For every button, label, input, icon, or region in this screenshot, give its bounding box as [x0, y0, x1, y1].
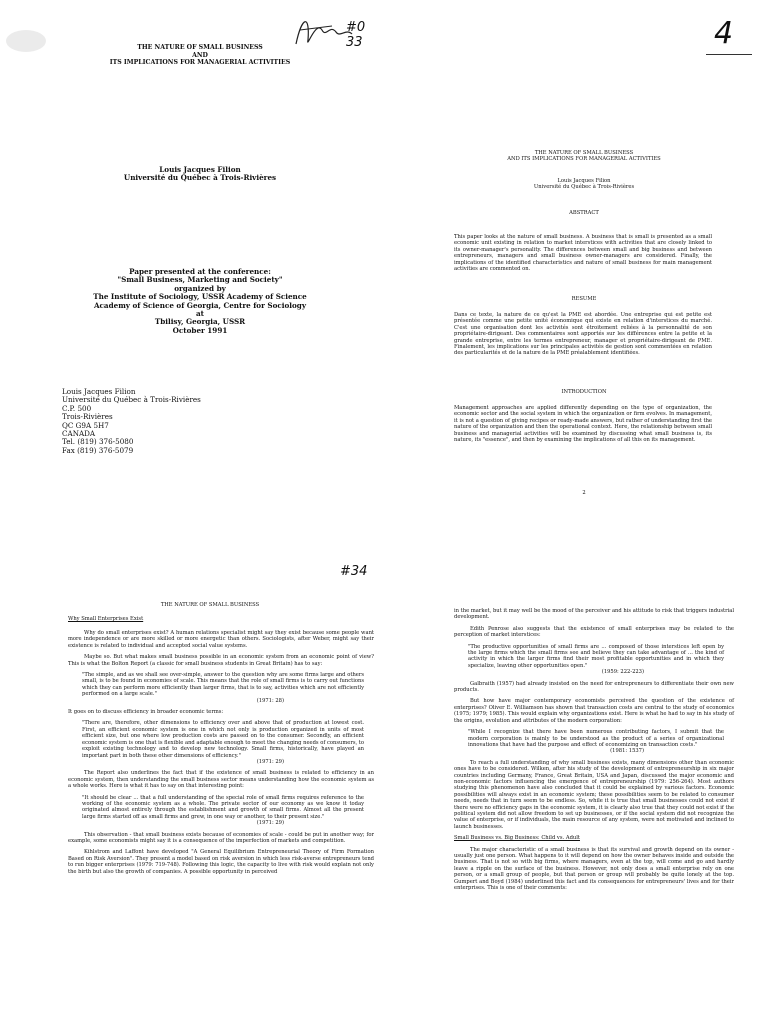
resume-heading: RESUME — [571, 296, 597, 302]
body-page-left — [0, 548, 384, 1024]
affiliation: Université du Québec à Trois-Rivières — [123, 173, 277, 183]
introduction-heading: INTRODUCTION — [561, 389, 607, 395]
resume-text: Dans ce texte, la nature de ce qu'est la PME est abordée. Une entreprise qui est petite est présentée comme une petite unité économique qui existe en relation d'interstices du marché. C'est une organisation dont les activités sont étroitement reliées à la personnalité de son propriétaire-dirigeant. Des commentaires sont apportés sur les différences entre la petite et la grande entreprise, entre les termes entrepreneur, manager et propriétaire-dirigeant de PME. Finalement, les implications sur les principales activités de gestion sont commentées en relation des particularités et de la nature de la PME préalablement identifiées. — [454, 312, 712, 357]
title-page — [0, 0, 384, 545]
author-name: Louis Jacques Filion — [159, 165, 241, 174]
paragraph: Maybe so. But what makes small business possible in an economic system from an economic point of view? This is what the Bolton Report (a classic for small business students in Great Britain) has to say: — [68, 654, 374, 667]
page-corner-number: 4 — [714, 16, 734, 51]
block-quote: "It should be clear ... that a full understanding of the special role of small firms requires reference to the working of the economic system as a whole. The private sector of our economy as we know it today originated almost entirely through the establishment and growth of small firms. Almost all the present large firms started off as small firms and grew, in one way or another, to their present size." — [82, 794, 364, 820]
paragraph: Edith Penrose also suggests that the existence of small enterprises may be related to the perception of market interstices: — [454, 625, 734, 639]
paragraph: This observation - that small business exists because of economies of scale - could be put in another way; for example, some economists might say it is a consequence of the imperfection of markets and competition. — [68, 831, 374, 844]
contact-address: Louis Jacques Filion Université du Québec à Trois-Rivières C.P. 500 Trois-Rivières QC G9A 5H7 CANADA Tel. (819) 376-5080 Fax (819) 376-5079 — [62, 387, 201, 455]
body-column — [68, 630, 374, 875]
abstract-heading: ABSTRACT — [569, 210, 599, 216]
paragraph: Why do small enterprises exist? A human relations specialist might say they exist because some people want more independence or are more skilled or more energetic than others. Sociologists, after Weber, might say their existence is related to individual and accepted social value systems. — [68, 630, 374, 649]
block-quote: "The productive opportunities of small firms are ... composed of those interstices left open by the large firms which the small firms see and believe they can take advantage of ... the kind of activity in which the larger firms find their most profitable opportunities and in which they specialize, leaving other opportunities open." — [468, 643, 724, 669]
handwritten-annotation: #34 — [340, 564, 368, 579]
paper-title: THE NATURE OF SMALL BUSINESS AND ITS IMPLICATIONS FOR MANAGERIAL ACTIVITIES — [109, 44, 291, 67]
handwritten-annotation: #0 33 — [346, 20, 366, 50]
paragraph: in the market, but it may well be the mood of the perceiver and his attitude to risk that triggers industrial development. — [454, 608, 734, 621]
section-heading: Why Small Enterprises Exist — [68, 616, 144, 622]
block-quote: "There are, therefore, other dimensions to efficiency over and above that of production at lowest cost. First, an efficient economic system is one in which not only is production organized in units of most efficient size, but one where low production costs are passed on to the consumer. Secondly, an efficient economic system is one that is flexible and adaptable enough to meet the changing needs of consumers, to exploit existing technology and to develop new technology. Small firms, historically, have played an important part in both these other dimensions of efficiency." — [82, 720, 364, 759]
scan-smudge — [6, 30, 46, 52]
block-quote: "The simple, and as we shall see over-simple, answer to the question why are some firms large and others small, is to be found in economies of scale. This means that the role of small firms is to carry out functions which they can perform more efficiently than larger firms, that is to say, activities which are not efficiently performed on a large scale." — [82, 672, 364, 698]
citation: (1971: 29) — [256, 820, 284, 827]
corner-underline — [706, 54, 752, 55]
introduction-text: Management approaches are applied differently depending on the type of organization, the economic sector and the social system in which the organization or firm evolves. In management, it is not a question of giving recipes or ready-made answers, but rather of understanding first the nature of the organization and then the operational context. Here, the relationship between small business and managerial activities will be examined by discussing what small business is, its nature, its "essence", and then by examining the implications of all this on its management. — [454, 405, 712, 444]
section-title: THE NATURE OF SMALL BUSINESS — [160, 602, 260, 608]
section-heading: Small Business vs. Big Business: Child vs. Adult — [454, 835, 580, 842]
paragraph: The Report also underlines the fact that if the existence of small business is related to efficiency in an economic system, then understanding the small business sector means understanding how the economic system as a whole works. Here is what it has to say on that interesting point: — [68, 770, 374, 790]
page-number: 2 — [582, 490, 586, 496]
citation: (1971: 28) — [256, 697, 284, 704]
abstract-page — [384, 0, 768, 545]
paragraph: To reach a full understanding of why small business exists, many dimensions other than economic ones have to be considered. Wilken, after his study of the development of entrepreneurship in six major countries including Germany, France, Great Britain, USA and Japan, discussed the major economic and non-economic factors influencing the emergence of entrepreneurship (1979: 256-264). Most authors studying this phenomenon have also concluded that it could be explained by various factors. Economic possibilities will always exist in an economic system; these possibilities seem to be related to consumer needs, needs that in turn seem to be endless. So, while it is true that small businesses could not exist if there were no efficiency gaps in the economic system, it is clearly also true that they could not exist if the political system did not allow freedom to set up businesses, or if the social system did not recognize the value of enterprise, or if individuals, the main resource of any system, were not motivated and inclined to launch businesses. — [454, 759, 734, 830]
citation: (1971: 29) — [256, 758, 284, 765]
conference-block: Paper presented at the conference: "Small Business, Marketing and Society" organized by The Institute of Sociology, USSR Academy of Science Academy of Science of Georgia, Centre for Sociology at Tbilisy, Georgia, USSR October 1991 — [93, 267, 307, 335]
abstract-title: THE NATURE OF SMALL BUSINESS AND ITS IMPLICATIONS FOR MANAGERIAL ACTIVITIES — [507, 150, 661, 163]
paragraph: Kihlstrom and Laffont have developed "A General Equilibrium Entrepreneurial Theory of Firm Formation Based on Risk Aversion". They present a model based on risk aversion in which less risk-averse entrepreneurs tend to run bigger enterprises (1979: 719-748). Following this logic, the capacity to live with risk would explain not only the birth but also the growth of companies. A possible opportunity in perceived — [68, 849, 374, 875]
body-column — [454, 608, 734, 891]
paragraph: The major characteristic of a small business is that its survival and growth depend on its owner - usually just one person. What happens to it will depend on how the owner behaves inside and outside the business. That is not so with big firms, where managers, even at the top, will come and go and hardly leave a ripple on the surface of the business. However, not only does a small enterprise rely on one person, or a small group of people, but that person or group will probably be quite lonely at the top. Gumpert and Boyd (1984) underlined this fact and its consequences for entrepreneurs' lives and for their enterprises. This is one of their comments: — [454, 846, 734, 892]
body-page-right — [384, 548, 768, 1024]
citation: (1959: 222-223) — [601, 669, 644, 676]
paragraph: But how have major contemporary economists perceived the question of the existence of enterprises? Oliver E. Williamson has shown that transaction costs are central to the study of economics (1975; 1979; 1985). This would explain why organizations exist. Here is what he had to say in his study of the origins, evolution and attributes of the modern corporation: — [454, 698, 734, 724]
citation: (1981: 1537) — [610, 748, 644, 755]
block-quote: "While I recognize that there have been numerous contributing factors, I submit that the modern corporation is mainly to be understood as the product of a series of organizational innovations that have had the purpose and effect of economizing on transaction costs." — [468, 729, 724, 748]
author-block — [90, 166, 310, 183]
paragraph: Galbraith (1957) had already insisted on the need for entrepreneurs to differentiate their own new products. — [454, 680, 734, 694]
abstract-text: This paper looks at the nature of small business. A business that is small is presented as a small economic unit existing in relation to market interstices with activities that are closely linked to its owner-manager's personality. The differences between small and big business and between entrepreneurs, managers and small business owner-managers are considered. Finally, the implications of the identified characteristics and nature of small business for main management activities are commented on. — [454, 234, 712, 273]
paragraph: It goes on to discuss efficiency in broader economic terms: — [68, 709, 224, 716]
abstract-author: Louis Jacques Filion Université du Québec à Trois-Rivières — [533, 178, 635, 191]
